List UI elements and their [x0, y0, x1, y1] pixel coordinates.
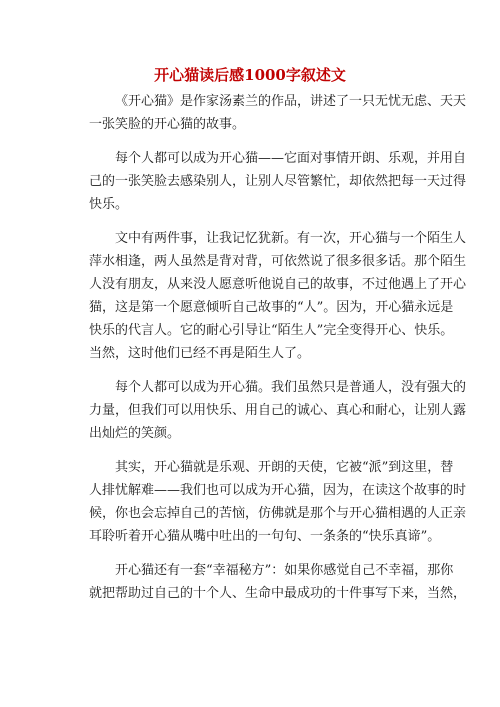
text-line: 文中有两件事，让我记忆犹新。有一次，开心猫与一个陌生人: [115, 231, 467, 246]
paragraph: [89, 376, 467, 445]
text-line: 快乐的代言人。它的耐心引导让“陌生人”完全变得开心、快乐。: [89, 323, 454, 338]
text-line: 每个人都可以成为开心猫。我们虽然只是普通人，没有强大的: [115, 380, 467, 395]
text-line: 耳聆听着开心猫从嘴中吐出的一句句、一条条的“快乐真谛”。: [89, 529, 441, 544]
text-line: 《开心猫》是作家汤素兰的作品，讲述了一只无忧无虑、天天: [115, 94, 467, 109]
text-line: 当然，这时他们已经不再是陌生人了。: [89, 346, 311, 361]
text-line: 人没有朋友，从来没人愿意听他说自己的故事，不过他遇上了开心: [89, 277, 467, 292]
text-line: 每个人都可以成为开心猫——它面对事情开朗、乐观，并用自: [115, 151, 467, 166]
paragraph: [89, 147, 467, 216]
text-line: 一张笑脸的开心猫的故事。: [89, 117, 246, 132]
paragraph: [89, 559, 467, 605]
text-line: 猫，这是第一个愿意倾听自己故事的“人”。因为，开心猫永远是: [89, 300, 454, 315]
text-line: 己的一张笑脸去感染别人，让别人尽管繁忙，却依然把每一天过得: [89, 174, 467, 189]
paragraph: [89, 456, 467, 548]
document-title: 开心猫读后感1000字叙述文: [154, 66, 346, 84]
text-line: 人排忧解难——我们也可以成为开心猫，因为，在读这个故事的时: [89, 483, 467, 498]
text-line: 开心猫还有一套“幸福秘方”：如果你感觉自己不幸福，那你: [115, 563, 454, 578]
document-body: [89, 90, 467, 616]
text-line: 候，你也会忘掉自己的苦恼，仿佛就是那个与开心猫相遇的人正亲: [89, 506, 467, 521]
paragraph: [89, 90, 467, 136]
text-line: 其实，开心猫就是乐观、开朗的天使，它被“派”到这里，替: [115, 460, 454, 475]
text-line: 萍水相逢，两人虽然是背对背，可依然说了很多很多话。那个陌生: [89, 254, 467, 269]
text-line: 力量，但我们可以用快乐、用自己的诚心、真心和耐心，让别人露: [89, 403, 467, 418]
text-line: 就把帮助过自己的十个人、生命中最成功的十件事写下来，当然，: [89, 586, 467, 601]
text-line: 出灿烂的笑颜。: [89, 426, 181, 441]
paragraph: [89, 227, 467, 365]
text-line: 快乐。: [89, 197, 129, 212]
